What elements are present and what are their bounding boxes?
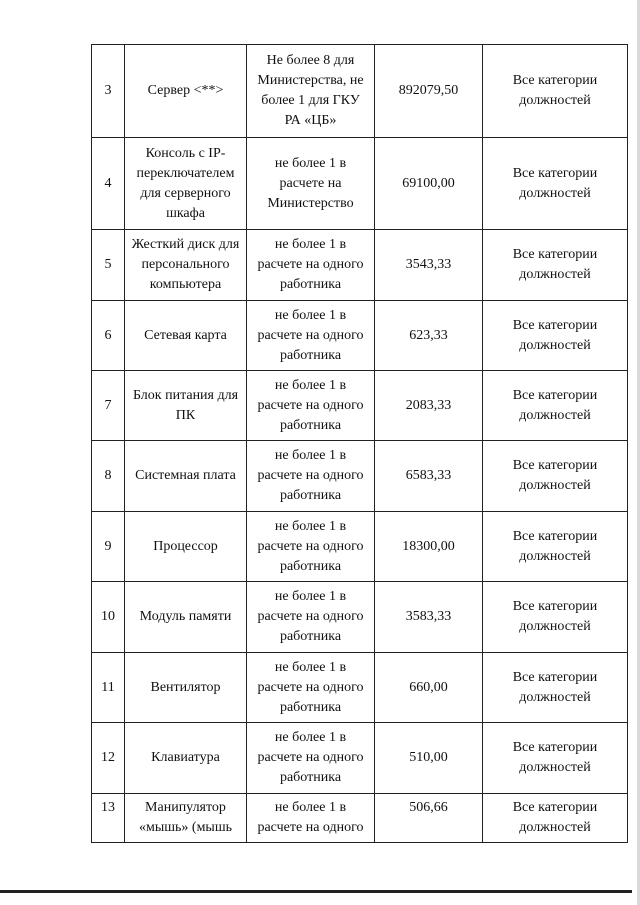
category-cell: Все категории должностей <box>483 371 628 441</box>
table-row <box>92 371 628 441</box>
quantity-cell: Не более 8 для Министерства, не более 1 для ГКУ РА «ЦБ» <box>247 45 375 138</box>
item-name-cell: Системная плата <box>125 441 247 512</box>
category-cell: Все категории должностей <box>483 45 628 138</box>
quantity-cell: не более 1 в расчете на одного работника <box>247 512 375 582</box>
category-cell: Все категории должностей <box>483 582 628 653</box>
item-name-cell: Жесткий диск для персонального компьютера <box>125 230 247 301</box>
price-cell: 623,33 <box>375 301 483 371</box>
price-cell: 3583,33 <box>375 582 483 653</box>
price-cell: 69100,00 <box>375 138 483 230</box>
quantity-cell: не более 1 в расчете на Министерство <box>247 138 375 230</box>
price-cell: 506,66 <box>375 794 483 843</box>
row-number-cell: 11 <box>92 653 125 723</box>
item-name-cell: Блок питания для ПК <box>125 371 247 441</box>
item-name-cell: Консоль с IP- переключателем для серверного шкафа <box>125 138 247 230</box>
row-number-cell: 6 <box>92 301 125 371</box>
row-number-cell: 5 <box>92 230 125 301</box>
quantity-cell: не более 1 в расчете на одного работника <box>247 230 375 301</box>
price-cell: 3543,33 <box>375 230 483 301</box>
equipment-spec-table <box>91 44 628 843</box>
row-number-cell: 9 <box>92 512 125 582</box>
category-cell: Все категории должностей <box>483 230 628 301</box>
quantity-cell: не более 1 в расчете на одного работника <box>247 301 375 371</box>
item-name-cell: Вентилятор <box>125 653 247 723</box>
item-name-cell: Сетевая карта <box>125 301 247 371</box>
row-number-cell: 7 <box>92 371 125 441</box>
item-name-cell: Клавиатура <box>125 723 247 794</box>
table-row <box>92 723 628 794</box>
price-cell: 18300,00 <box>375 512 483 582</box>
price-cell: 660,00 <box>375 653 483 723</box>
price-cell: 510,00 <box>375 723 483 794</box>
row-number-cell: 3 <box>92 45 125 138</box>
row-number-cell: 13 <box>92 794 125 843</box>
row-number-cell: 4 <box>92 138 125 230</box>
item-name-cell: Модуль памяти <box>125 582 247 653</box>
quantity-cell: не более 1 в расчете на одного работника <box>247 441 375 512</box>
table-row <box>92 582 628 653</box>
quantity-cell: не более 1 в расчете на одного работника <box>247 371 375 441</box>
table-row <box>92 794 628 843</box>
table-row <box>92 138 628 230</box>
table-row <box>92 441 628 512</box>
item-name-cell: Манипулятор «мышь» (мышь <box>125 794 247 843</box>
category-cell: Все категории должностей <box>483 138 628 230</box>
price-cell: 2083,33 <box>375 371 483 441</box>
quantity-cell: не более 1 в расчете на одного работника <box>247 582 375 653</box>
table-row <box>92 653 628 723</box>
price-cell: 892079,50 <box>375 45 483 138</box>
table-row <box>92 230 628 301</box>
item-name-cell: Процессор <box>125 512 247 582</box>
page-bottom-rule <box>0 890 632 893</box>
quantity-cell: не более 1 в расчете на одного работника <box>247 653 375 723</box>
quantity-cell: не более 1 в расчете на одного работника <box>247 723 375 794</box>
category-cell: Все категории должностей <box>483 653 628 723</box>
table-row <box>92 45 628 138</box>
table-row <box>92 512 628 582</box>
row-number-cell: 12 <box>92 723 125 794</box>
item-name-cell: Сервер <**> <box>125 45 247 138</box>
row-number-cell: 8 <box>92 441 125 512</box>
category-cell: Все категории должностей <box>483 723 628 794</box>
price-cell: 6583,33 <box>375 441 483 512</box>
category-cell: Все категории должностей <box>483 301 628 371</box>
category-cell: Все категории должностей <box>483 441 628 512</box>
category-cell: Все категории должностей <box>483 512 628 582</box>
row-number-cell: 10 <box>92 582 125 653</box>
quantity-cell: не более 1 в расчете на одного <box>247 794 375 843</box>
table-row <box>92 301 628 371</box>
category-cell: Все категории должностей <box>483 794 628 843</box>
